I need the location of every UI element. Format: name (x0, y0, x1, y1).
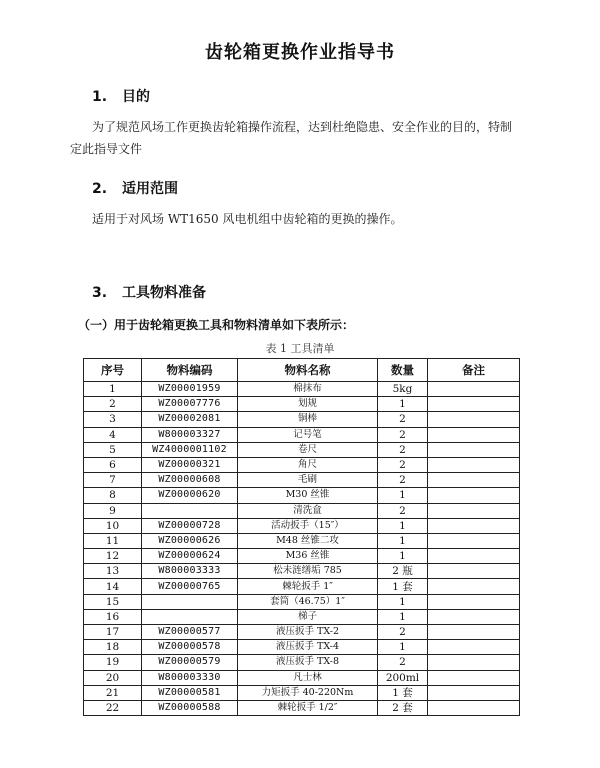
cell-name: 液压扳手 TX-4 (238, 640, 378, 655)
cell-no: 17 (84, 625, 142, 640)
cell-qty: 2 (378, 625, 428, 640)
cell-no: 7 (84, 473, 142, 488)
cell-remark (428, 579, 520, 594)
header-name: 物料名称 (238, 359, 378, 382)
cell-no: 9 (84, 503, 142, 518)
cell-name: 棉抹布 (238, 382, 378, 397)
cell-remark (428, 488, 520, 503)
cell-code: W800003333 (142, 564, 238, 579)
cell-remark (428, 518, 520, 533)
table-row (84, 549, 520, 564)
cell-qty: 1 (378, 594, 428, 609)
scope-text: 适用于对风场 WT1650 风电机组中齿轮箱的更换的操作。 (92, 212, 403, 226)
cell-remark (428, 382, 520, 397)
cell-qty: 1 (378, 518, 428, 533)
cell-name: M48 丝锥二攻 (238, 533, 378, 548)
cell-code: WZ00000581 (142, 685, 238, 700)
cell-code (142, 609, 238, 624)
cell-code: WZ00000626 (142, 533, 238, 548)
cell-remark (428, 427, 520, 442)
cell-no: 12 (84, 549, 142, 564)
cell-code: W800003330 (142, 670, 238, 685)
cell-remark (428, 533, 520, 548)
cell-name: 力矩扳手 40-220Nm (238, 685, 378, 700)
section-number: 1. (92, 89, 108, 105)
cell-code: W800003327 (142, 427, 238, 442)
cell-code: WZ00000578 (142, 640, 238, 655)
table-row (84, 412, 520, 427)
cell-qty: 1 套 (378, 685, 428, 700)
cell-qty: 2 (378, 473, 428, 488)
purpose-paragraph (70, 116, 520, 160)
cell-name: 液压扳手 TX-8 (238, 655, 378, 670)
section-title: 目的 (122, 89, 150, 105)
cell-no: 15 (84, 594, 142, 609)
cell-qty: 1 (378, 609, 428, 624)
cell-no: 4 (84, 427, 142, 442)
table-row (84, 473, 520, 488)
table-row (84, 564, 520, 579)
table-header-row (84, 359, 520, 382)
section-number: 2. (92, 181, 108, 197)
cell-code (142, 594, 238, 609)
document-title: 齿轮箱更换作业指导书 (205, 42, 395, 63)
cell-code: WZ4000001102 (142, 442, 238, 457)
section-number: 3. (92, 285, 108, 301)
cell-code: WZ00000588 (142, 700, 238, 715)
cell-qty: 2 (378, 457, 428, 472)
cell-code: WZ00001959 (142, 382, 238, 397)
cell-remark (428, 457, 520, 472)
cell-qty: 1 (378, 549, 428, 564)
cell-qty: 2 瓶 (378, 564, 428, 579)
cell-name: 划规 (238, 397, 378, 412)
table-row (84, 685, 520, 700)
cell-qty: 5kg (378, 382, 428, 397)
cell-remark (428, 685, 520, 700)
cell-no: 6 (84, 457, 142, 472)
section-title: 适用范围 (122, 181, 178, 197)
cell-name: M30 丝锥 (238, 488, 378, 503)
cell-code: WZ00000579 (142, 655, 238, 670)
cell-remark (428, 655, 520, 670)
cell-remark (428, 609, 520, 624)
cell-remark (428, 442, 520, 457)
cell-name: 梯子 (238, 609, 378, 624)
table-caption: 表 1 工具清单 (265, 342, 335, 355)
section-heading-purpose (92, 86, 150, 106)
header-qty: 数量 (378, 359, 428, 382)
cell-no: 1 (84, 382, 142, 397)
cell-name: M36 丝锥 (238, 549, 378, 564)
table-row (84, 609, 520, 624)
cell-code: WZ00000321 (142, 457, 238, 472)
cell-code: WZ00000608 (142, 473, 238, 488)
table-row (84, 427, 520, 442)
table-row (84, 457, 520, 472)
cell-no: 14 (84, 579, 142, 594)
table-row (84, 625, 520, 640)
cell-no: 8 (84, 488, 142, 503)
cell-no: 20 (84, 670, 142, 685)
cell-remark (428, 549, 520, 564)
cell-qty: 1 (378, 533, 428, 548)
cell-no: 2 (84, 397, 142, 412)
cell-name: 清洗盒 (238, 503, 378, 518)
cell-qty: 2 (378, 427, 428, 442)
cell-no: 22 (84, 700, 142, 715)
cell-remark (428, 670, 520, 685)
cell-no: 16 (84, 609, 142, 624)
cell-name: 毛刷 (238, 473, 378, 488)
cell-name: 角尺 (238, 457, 378, 472)
cell-code: WZ00002081 (142, 412, 238, 427)
table-row (84, 442, 520, 457)
section-title: 工具物料准备 (122, 285, 206, 301)
cell-no: 10 (84, 518, 142, 533)
cell-code: WZ00007776 (142, 397, 238, 412)
cell-no: 11 (84, 533, 142, 548)
scope-paragraph (70, 208, 520, 230)
header-code: 物料编码 (142, 359, 238, 382)
cell-name: 松未涟缮垢 785 (238, 564, 378, 579)
tool-list-subheading: （一）用于齿轮箱更换工具和物料清单如下表所示： (78, 318, 355, 332)
cell-qty: 1 (378, 640, 428, 655)
table-row (84, 503, 520, 518)
cell-remark (428, 640, 520, 655)
cell-name: 液压扳手 TX-2 (238, 625, 378, 640)
cell-name: 活动扳手（15″） (238, 518, 378, 533)
cell-code (142, 503, 238, 518)
header-no: 序号 (84, 359, 142, 382)
cell-no: 21 (84, 685, 142, 700)
cell-no: 19 (84, 655, 142, 670)
cell-remark (428, 700, 520, 715)
cell-qty: 2 (378, 412, 428, 427)
cell-remark (428, 473, 520, 488)
cell-name: 凡士林 (238, 670, 378, 685)
table-row (84, 700, 520, 715)
cell-code: WZ00000577 (142, 625, 238, 640)
table-row (84, 640, 520, 655)
table-row (84, 488, 520, 503)
table-row (84, 670, 520, 685)
cell-name: 铜棒 (238, 412, 378, 427)
cell-qty: 1 套 (378, 579, 428, 594)
cell-qty: 200ml (378, 670, 428, 685)
table-row (84, 397, 520, 412)
cell-code: WZ00000624 (142, 549, 238, 564)
header-remark: 备注 (428, 359, 520, 382)
cell-remark (428, 594, 520, 609)
cell-name: 记号笔 (238, 427, 378, 442)
cell-qty: 2 (378, 655, 428, 670)
tool-list-table (83, 358, 520, 716)
cell-code: WZ00000728 (142, 518, 238, 533)
cell-remark (428, 412, 520, 427)
cell-code: WZ00000620 (142, 488, 238, 503)
cell-code: WZ00000765 (142, 579, 238, 594)
purpose-text: 为了规范风场工作更换齿轮箱操作流程，达到杜绝隐患、安全作业的目的，特制定此指导文件 (70, 120, 513, 156)
section-heading-tools (92, 282, 206, 302)
cell-no: 18 (84, 640, 142, 655)
table-row (84, 655, 520, 670)
cell-remark (428, 397, 520, 412)
cell-no: 5 (84, 442, 142, 457)
table-row (84, 594, 520, 609)
cell-qty: 2 (378, 503, 428, 518)
cell-name: 卷尺 (238, 442, 378, 457)
table-row (84, 533, 520, 548)
cell-qty: 2 套 (378, 700, 428, 715)
cell-no: 13 (84, 564, 142, 579)
cell-qty: 1 (378, 397, 428, 412)
cell-no: 3 (84, 412, 142, 427)
cell-name: 棘轮扳手 1/2″ (238, 700, 378, 715)
cell-qty: 1 (378, 488, 428, 503)
cell-qty: 2 (378, 442, 428, 457)
cell-name: 套筒（46.75）1″ (238, 594, 378, 609)
table-row (84, 518, 520, 533)
table-row (84, 579, 520, 594)
cell-remark (428, 625, 520, 640)
cell-remark (428, 503, 520, 518)
cell-remark (428, 564, 520, 579)
table-row (84, 382, 520, 397)
cell-name: 棘轮扳手 1″ (238, 579, 378, 594)
section-heading-scope (92, 178, 178, 198)
